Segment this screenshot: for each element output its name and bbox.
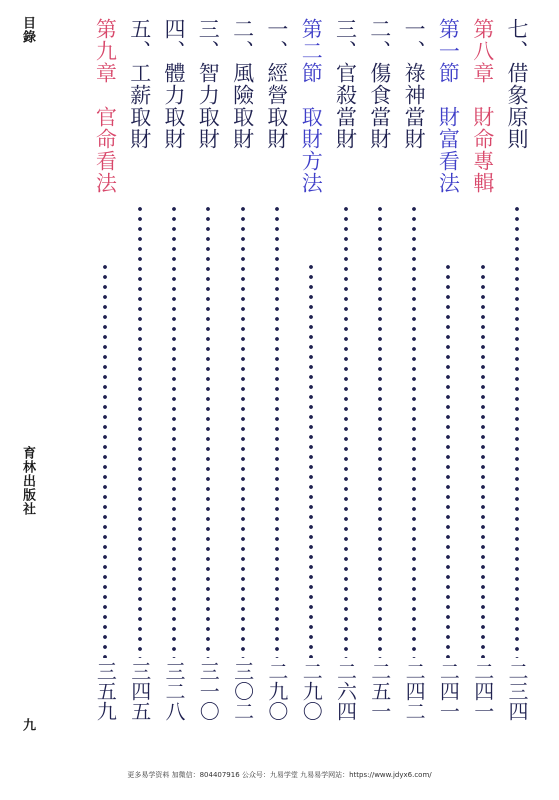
- toc-leader-dots: [376, 204, 384, 658]
- toc-entry-title: 第一節 財富看法: [436, 18, 461, 194]
- toc-entry-page: 三二八: [162, 661, 186, 721]
- toc-entry-title: 三、官殺當財: [333, 18, 358, 150]
- toc-header-label: 目錄: [20, 16, 35, 44]
- toc-entry-title: 三、智力取財: [196, 18, 221, 150]
- toc-entry-5[interactable]: [366, 18, 394, 738]
- toc-leader-dots: [273, 204, 281, 658]
- toc-leader-dots: [204, 204, 212, 658]
- toc-entry-page: 二三四: [505, 661, 529, 721]
- toc-entry-title: 一、經營取財: [264, 18, 289, 150]
- footer-note: 更多易学资料 加微信：804407916 公众号：九易学堂 九易易学网站：https://www.jdyx6.com/: [127, 771, 432, 779]
- toc-entry-2[interactable]: [469, 18, 497, 738]
- toc-entry-10[interactable]: [194, 18, 222, 738]
- toc-entry-8[interactable]: [263, 18, 291, 738]
- toc-entry-page: 二四二: [402, 661, 427, 721]
- toc-entry-title: 四、體力取財: [162, 18, 186, 150]
- page-number: 九: [20, 718, 35, 732]
- toc-entry-1[interactable]: [503, 18, 531, 738]
- toc-entry-title: 二、風險取財: [230, 18, 255, 150]
- toc-leader-dots: [513, 204, 521, 658]
- toc-leader-dots: [239, 204, 247, 658]
- toc-entry-7[interactable]: [297, 18, 325, 738]
- toc-entry-page: 二九〇: [299, 661, 324, 721]
- toc-entry-title: 第八章 財命專輯: [470, 18, 495, 194]
- toc-leader-dots: [342, 204, 350, 658]
- toc-entry-title: 第九章 官命看法: [93, 18, 118, 194]
- toc-leader-dots: [136, 204, 144, 658]
- toc-leader-dots: [307, 262, 315, 658]
- toc-entry-4[interactable]: [400, 18, 428, 738]
- toc-entry-page: 三四五: [127, 661, 152, 721]
- toc-leader-dots: [479, 262, 487, 658]
- toc-entry-page: 二五一: [367, 661, 392, 721]
- toc-entry-title: 二、傷食當財: [367, 18, 392, 150]
- toc-leader-dots: [444, 262, 452, 658]
- toc-leader-dots: [410, 204, 418, 658]
- toc-leader-dots: [101, 262, 109, 658]
- toc-entry-page: 二四一: [470, 661, 495, 721]
- toc-entry-title: 五、工薪取財: [127, 18, 152, 150]
- toc-entry-page: 三五九: [93, 661, 118, 721]
- toc-entry-6[interactable]: [332, 18, 360, 738]
- publisher-label: 育林出版社: [20, 446, 35, 516]
- toc-entry-page: 三〇二: [230, 661, 255, 721]
- toc-entry-11[interactable]: [160, 18, 188, 738]
- toc-entry-9[interactable]: [229, 18, 257, 738]
- toc-entry-title: 一、祿神當財: [402, 18, 427, 150]
- toc-entry-title: 第二節 取財方法: [299, 18, 324, 194]
- toc-leader-dots: [170, 204, 178, 658]
- toc-entry-page: 二四一: [436, 661, 461, 721]
- toc-entry-page: 二六四: [333, 661, 358, 721]
- toc-entry-3[interactable]: [434, 18, 462, 738]
- toc-entry-page: 三一〇: [196, 661, 221, 721]
- toc-entry-12[interactable]: [126, 18, 154, 738]
- toc-entry-page: 二九〇: [264, 661, 289, 721]
- toc-entry-13[interactable]: [91, 18, 119, 738]
- toc-entry-title: 七、借象原則: [505, 18, 529, 150]
